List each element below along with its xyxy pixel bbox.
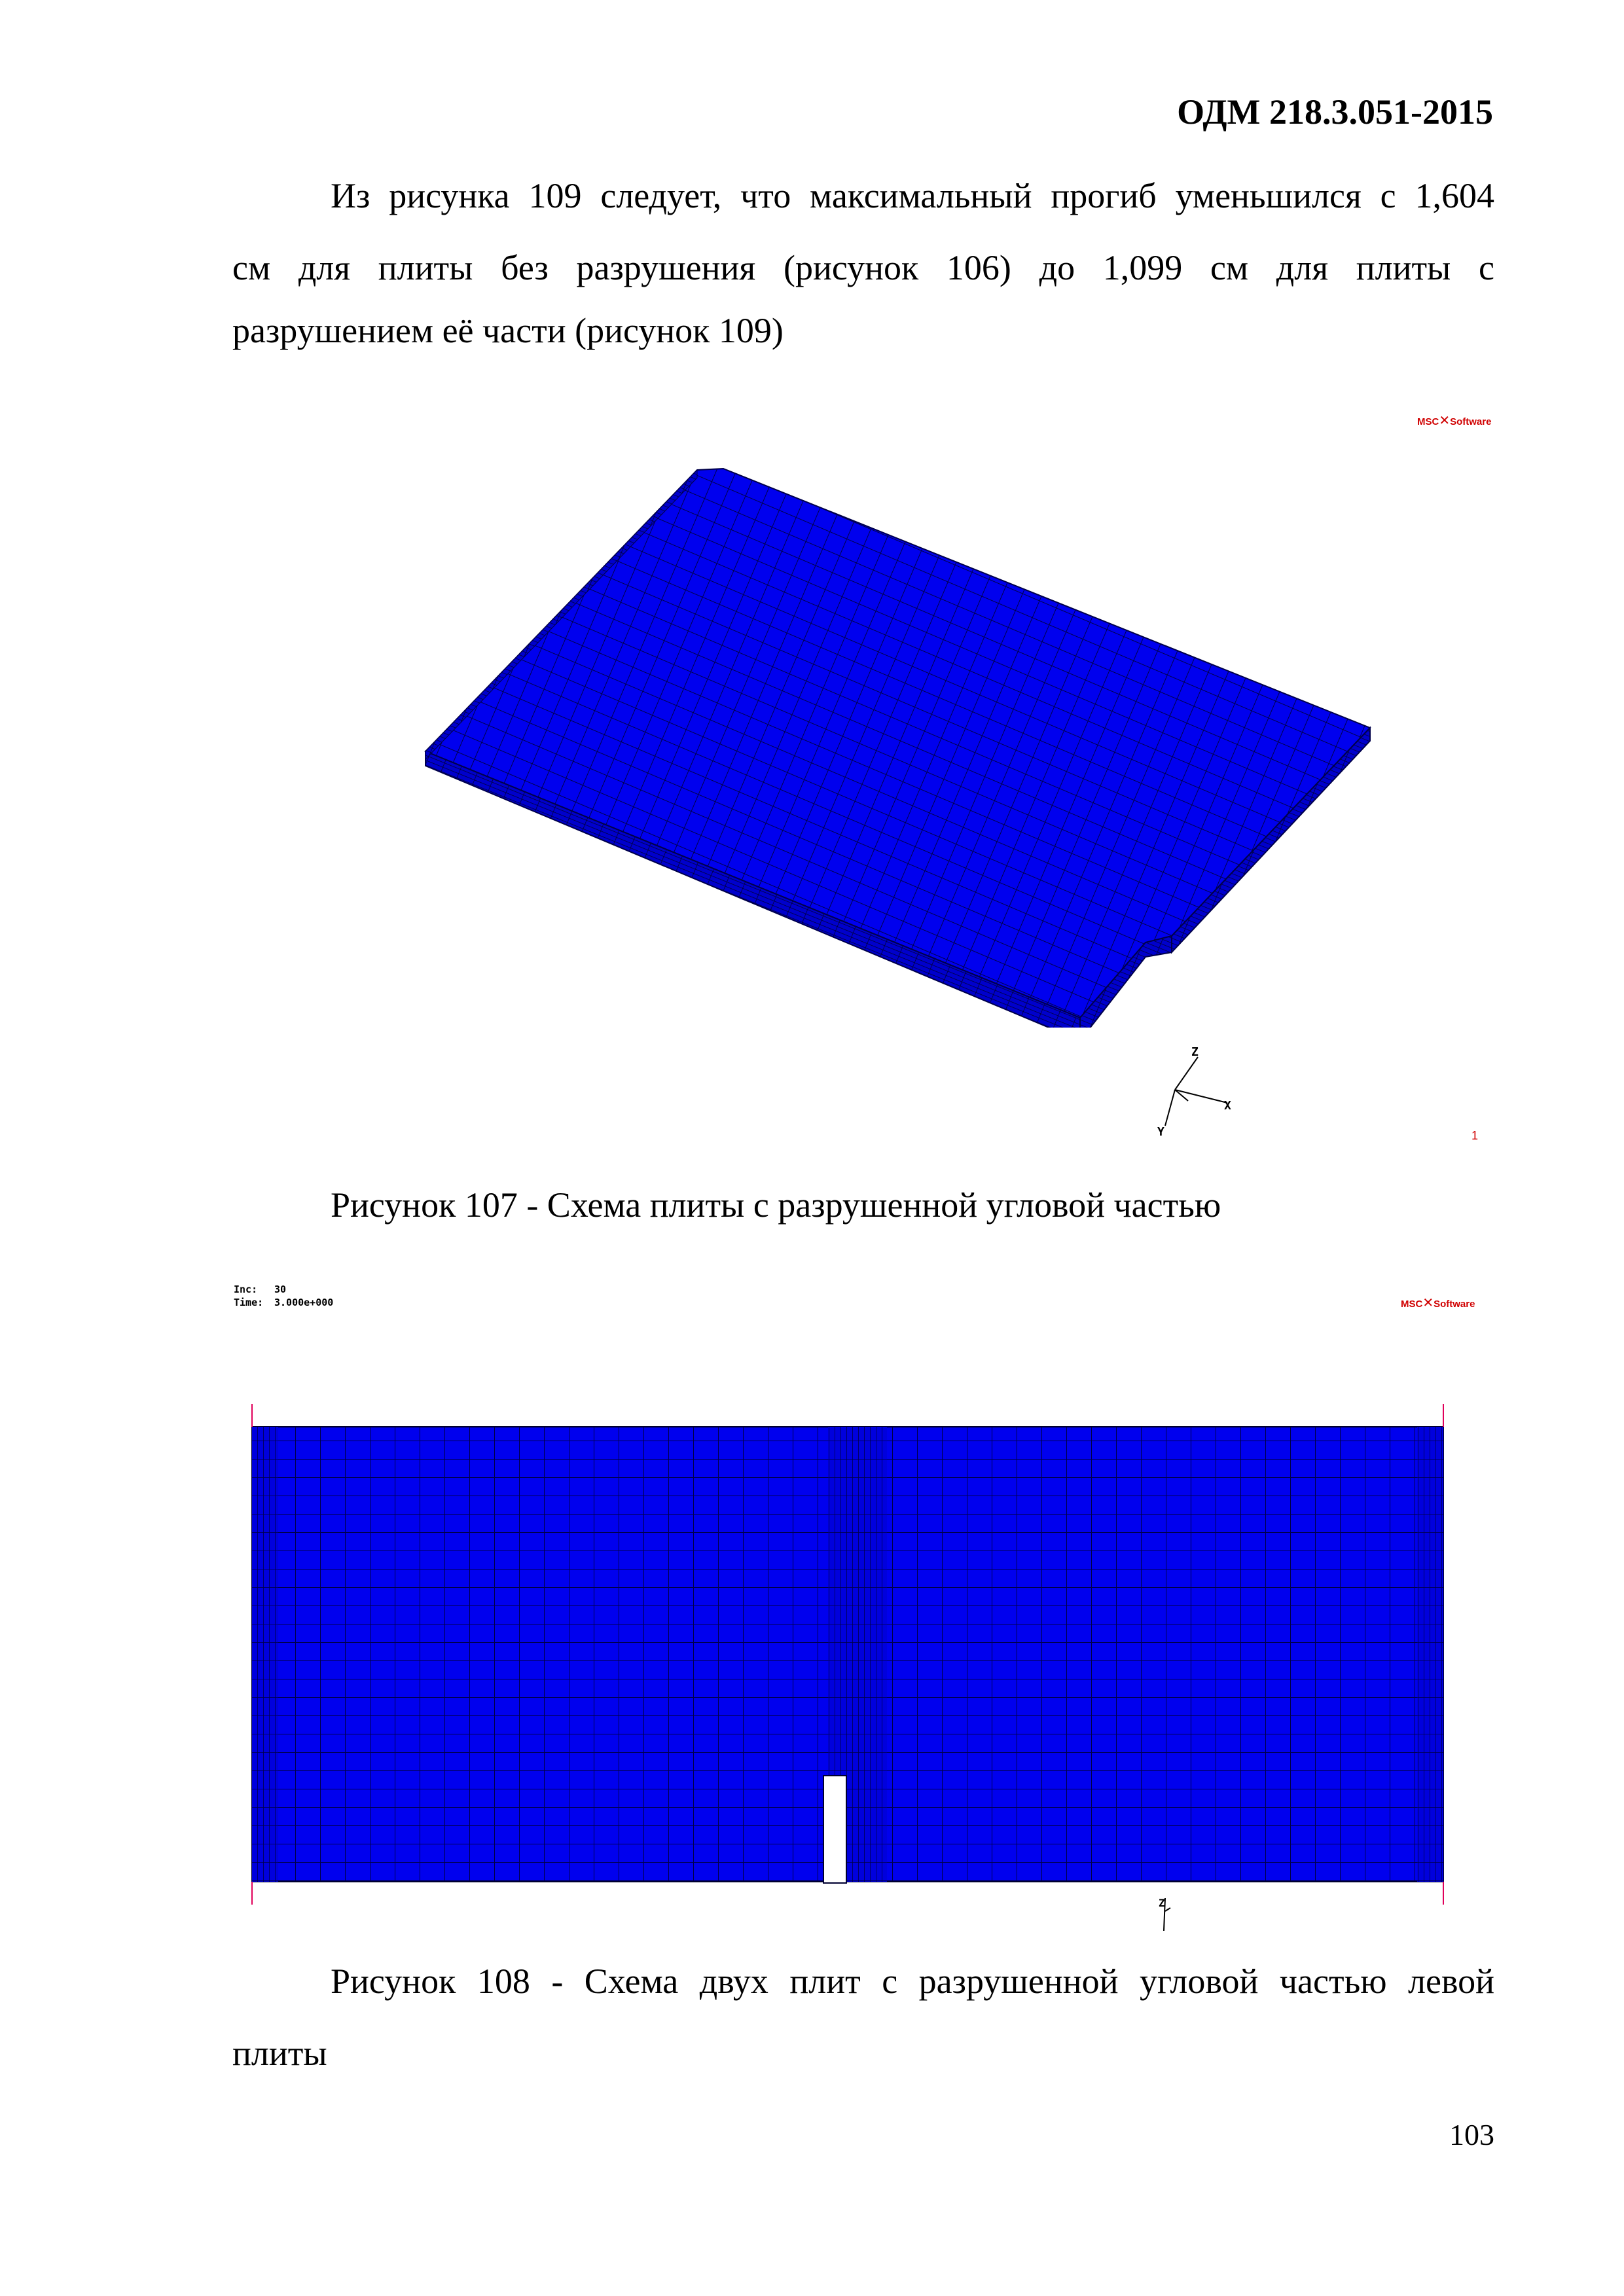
increment-readout: Inc: 30 Time: 3.000e+000 [234, 1283, 334, 1308]
paragraph-line-1: Из рисунка 109 следует, что максимальный прогиб уменьшился с 1,604 [331, 176, 1494, 215]
axis-label-z-2: Z [1159, 1897, 1165, 1909]
paragraph-line-2: см для плиты без разрушения (рисунок 106) до 1,099 см для плиты с [232, 248, 1494, 287]
figure-107-caption: Рисунок 107 - Схема плиты с разрушенной угловой частью [331, 1185, 1221, 1225]
coordinate-axes-icon-2 [1152, 1895, 1178, 1934]
page-number: 103 [1449, 2118, 1494, 2151]
msc-software-logo-2: MSC✕Software [1401, 1296, 1475, 1310]
view-index: 1 [1471, 1129, 1479, 1142]
axis-label-z: Z [1191, 1045, 1199, 1059]
figure-107-plate-mesh [419, 458, 1375, 1028]
figure-108-caption-line-1: Рисунок 108 - Схема двух плит с разрушенной угловой частью левой [331, 1962, 1494, 2001]
figure-108-caption-line-2: плиты [232, 2034, 327, 2073]
msc-software-logo: MSC✕Software [1417, 414, 1492, 428]
paragraph-line-3: разрушением её части (рисунок 109) [232, 311, 784, 350]
document-code: ОДМ 218.3.051-2015 [1177, 92, 1493, 132]
axis-label-y: Y [1157, 1125, 1164, 1139]
axis-label-x: X [1224, 1099, 1231, 1113]
figure-108-two-plates-mesh [245, 1404, 1453, 1914]
